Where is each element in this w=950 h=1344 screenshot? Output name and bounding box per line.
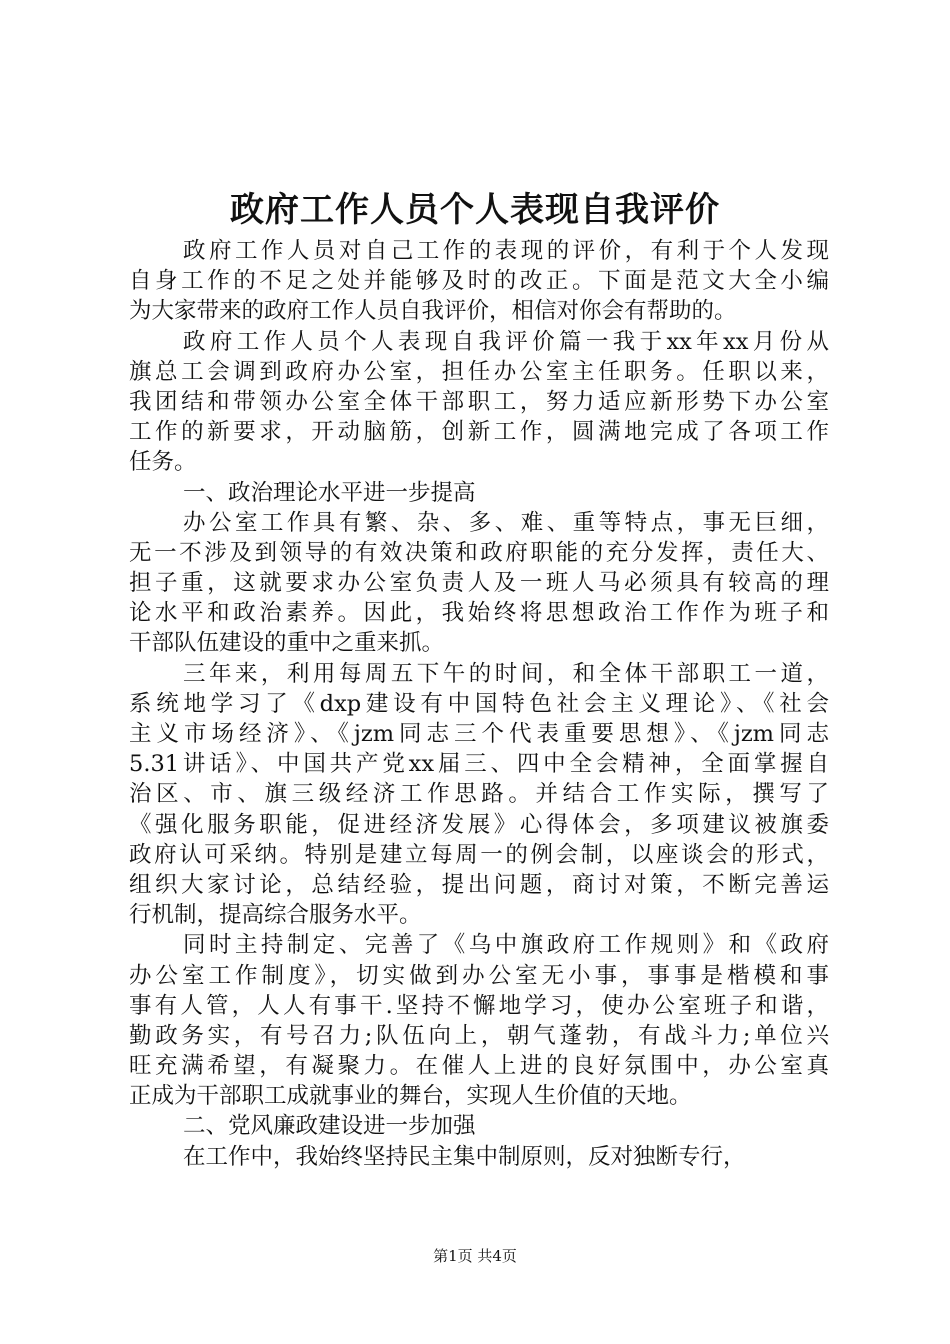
paragraph-line: 正成为干部职工成就事业的舞台，实现人生价值的天地。 <box>129 1083 692 1110</box>
paragraph-line: 为大家带来的政府工作人员自我评价，相信对你会有帮助的。 <box>129 298 737 325</box>
paragraph-line: 旺充满希望，有凝聚力。在催人上进的良好氛围中，办公室真 <box>129 1053 829 1080</box>
page-footer: 第1页 共4页 <box>433 1247 517 1265</box>
paragraph-line: 同时主持制定、完善了《乌中旗政府工作规则》和《政府 <box>183 932 829 959</box>
paragraph-line: 系统地学习了《dxp建设有中国特色社会主义理论》、《社会 <box>129 690 829 717</box>
paragraph-line: 三年来，利用每周五下午的时间，和全体干部职工一道， <box>183 660 829 687</box>
paragraph-line: 在工作中，我始终坚持民主集中制原则，反对独断专行， <box>183 1143 746 1170</box>
paragraph-line: 政府工作人员个人表现自我评价篇一我于xx年xx月份从 <box>183 328 829 355</box>
paragraph-line: 办公室工作具有繁、杂、多、难、重等特点，事无巨细， <box>183 509 829 536</box>
paragraph-line: 政府工作人员对自己工作的表现的评价，有利于个人发现 <box>183 238 829 264</box>
paragraph-line: 自身工作的不足之处并能够及时的改正。下面是范文大全小编 <box>129 268 829 295</box>
paragraph-line: 工作的新要求，开动脑筋，创新工作，圆满地完成了各项工作 <box>129 419 829 446</box>
paragraph-line: 办公室工作制度》，切实做到办公室无小事，事事是楷模和事 <box>129 962 829 989</box>
section-heading: 二、党风廉政建设进一步加强 <box>183 1113 476 1140</box>
paragraph-line: 政府认可采纳。特别是建立每周一的例会制，以座谈会的形式， <box>129 841 829 868</box>
paragraph-line: 事有人管，人人有事干.坚持不懈地学习，使办公室班子和谐， <box>129 992 829 1019</box>
paragraph-line: 论水平和政治素养。因此，我始终将思想政治工作作为班子和 <box>129 600 829 627</box>
paragraph-line: 我团结和带领办公室全体干部职工，努力适应新形势下办公室 <box>129 388 829 415</box>
paragraph-line: 勤政务实，有号召力;队伍向上，朝气蓬勃，有战斗力;单位兴 <box>129 1022 829 1049</box>
document-title: 政府工作人员个人表现自我评价 <box>230 190 720 230</box>
document-body <box>129 236 829 1172</box>
paragraph-line: 治区、市、旗三级经济工作思路。并结合工作实际，撰写了 <box>129 781 829 808</box>
paragraph-line: 行机制，提高综合服务水平。 <box>129 902 422 929</box>
section-heading: 一、政治理论水平进一步提高 <box>183 479 476 506</box>
paragraph-line: 无一不涉及到领导的有效决策和政府职能的充分发挥，责任大、 <box>129 539 829 566</box>
paragraph-line: 《强化服务职能，促进经济发展》心得体会，多项建议被旗委 <box>129 811 829 838</box>
paragraph-line: 旗总工会调到政府办公室，担任办公室主任职务。任职以来， <box>129 358 829 385</box>
paragraph-line: 5.31讲话》、中国共产党xx届三、四中全会精神，全面掌握自 <box>129 751 829 778</box>
paragraph-line: 担子重，这就要求办公室负责人及一班人马必须具有较高的理 <box>129 570 829 597</box>
paragraph-line: 干部队伍建设的重中之重来抓。 <box>129 630 445 657</box>
paragraph-line: 组织大家讨论，总结经验，提出问题，商讨对策，不断完善运 <box>129 871 829 898</box>
paragraph-line: 任务。 <box>129 449 197 476</box>
paragraph-line: 主义市场经济》、《jzm同志三个代表重要思想》、《jzm同志 <box>129 721 829 747</box>
